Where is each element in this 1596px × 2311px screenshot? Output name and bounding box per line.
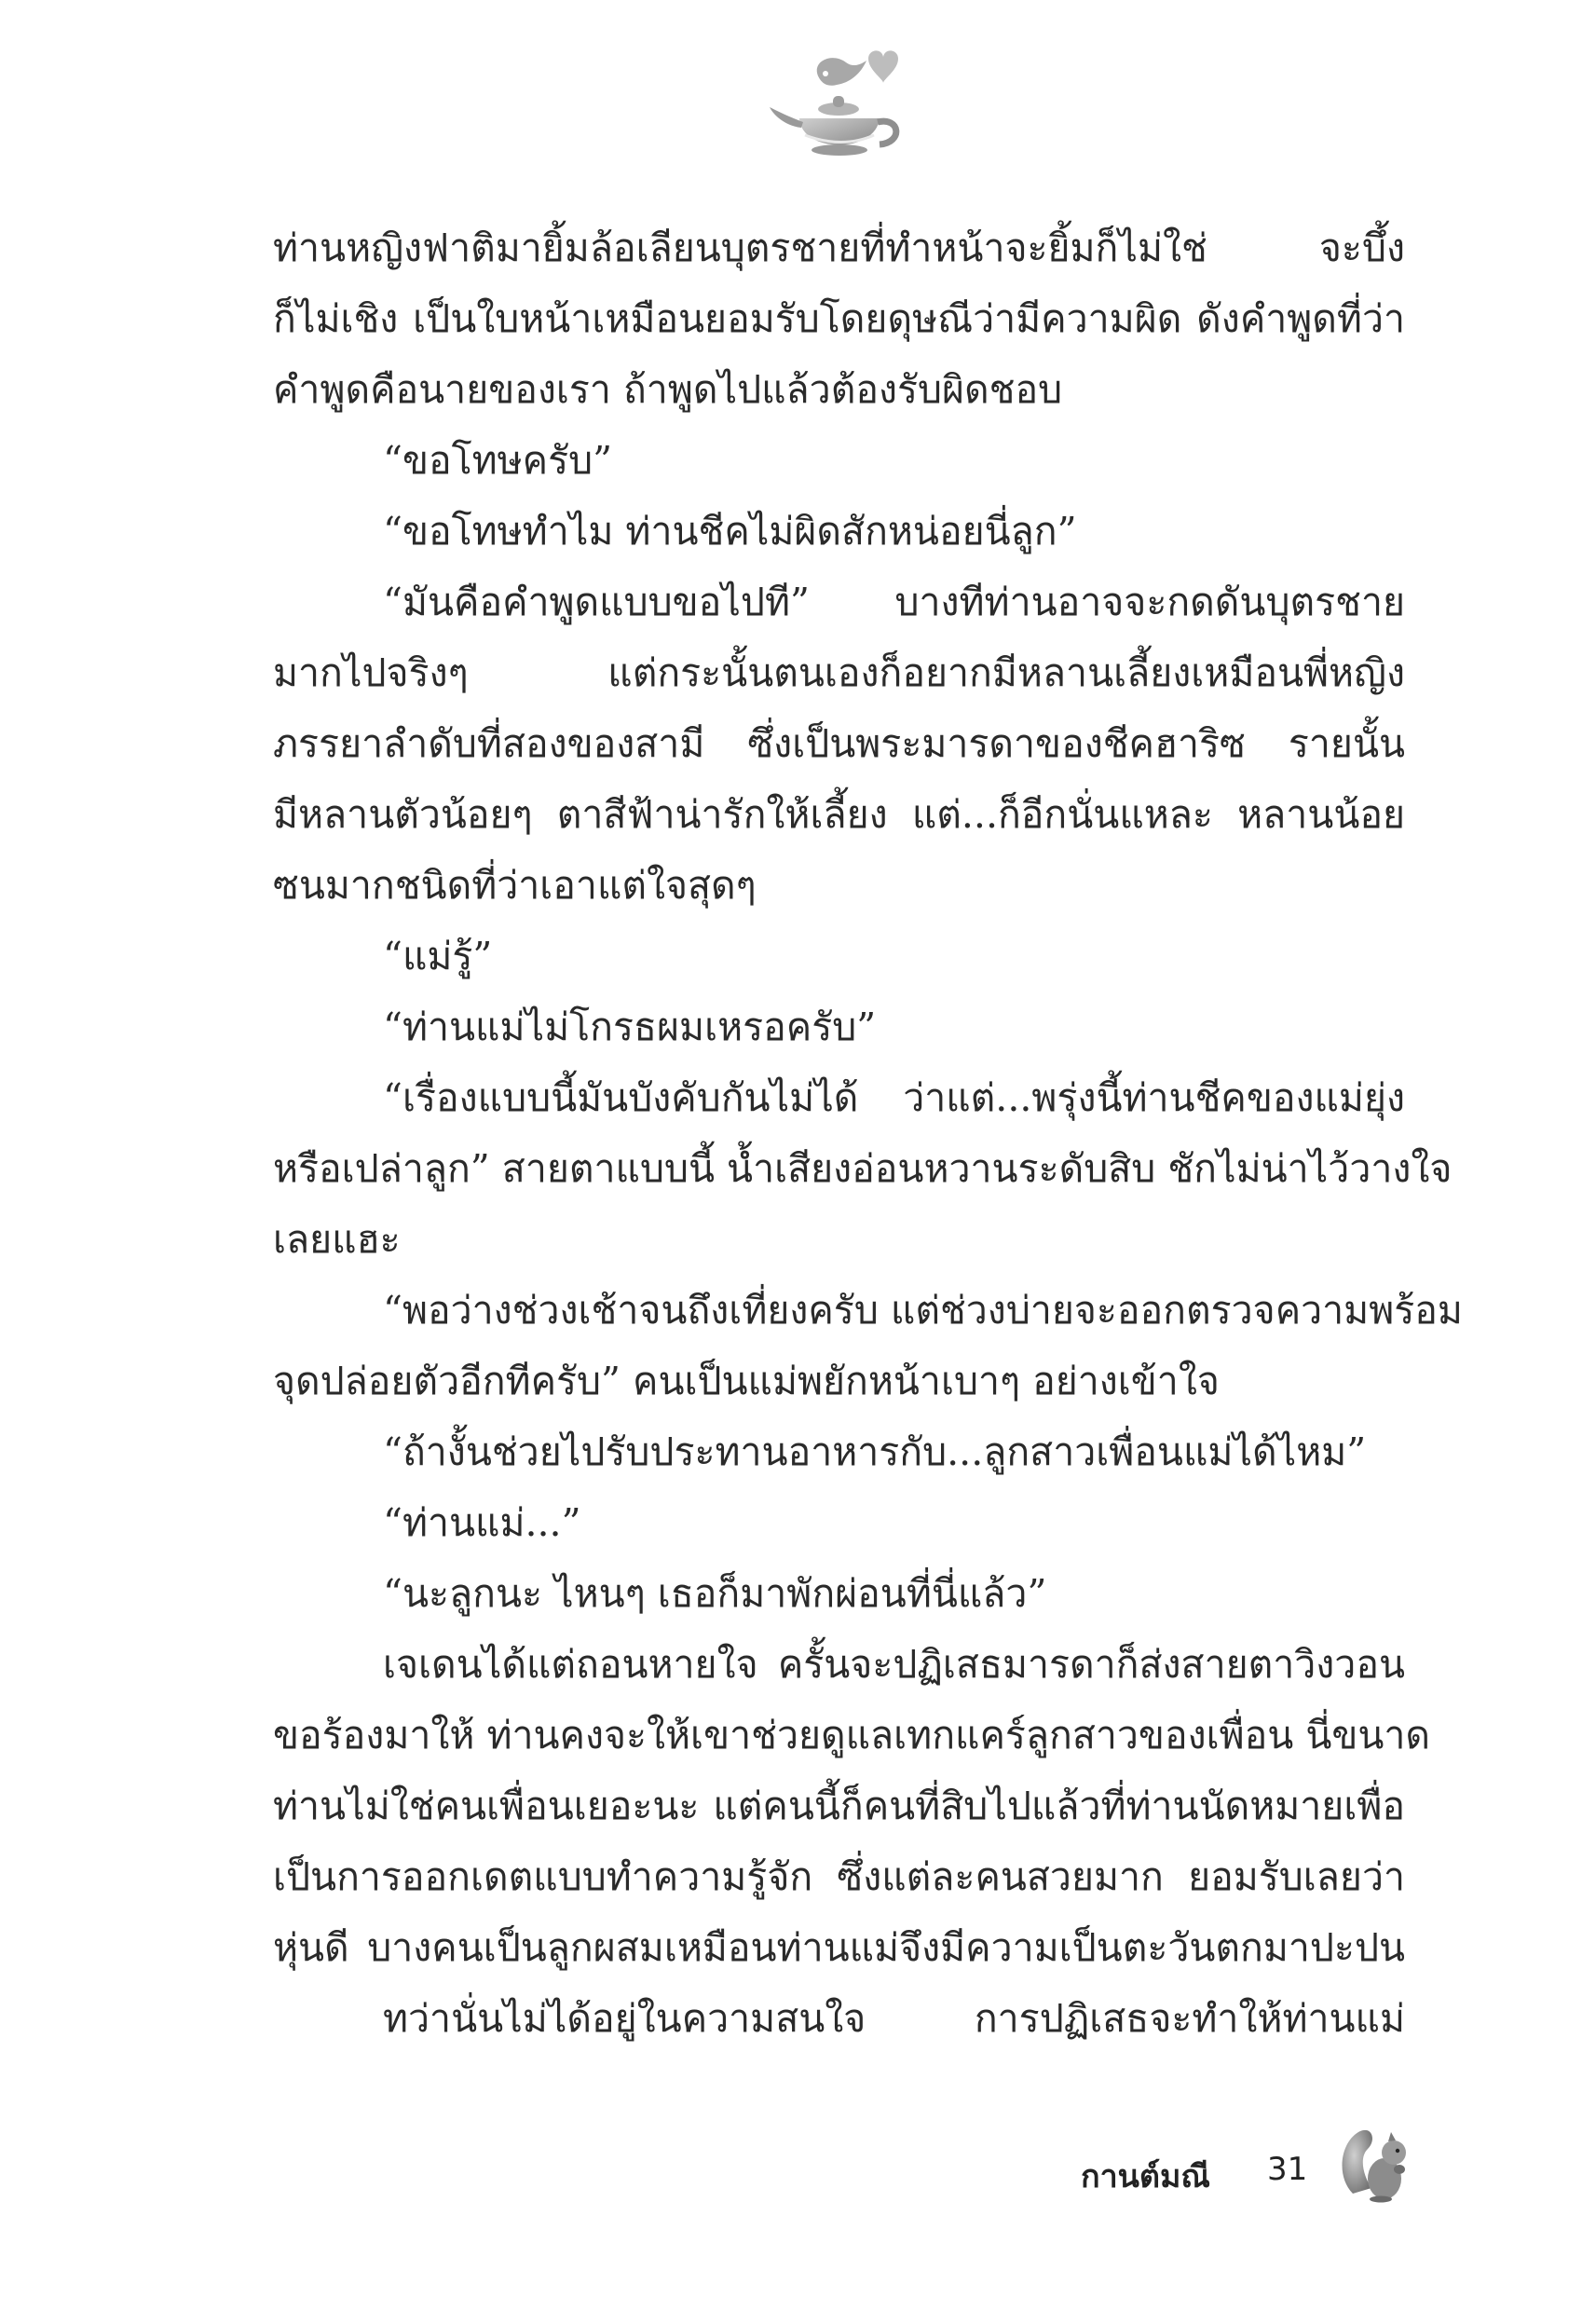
dialogue-line: “มันคือคำพูดแบบขอไปที” บางทีท่านอาจจะกดดันบุตรชาย xyxy=(383,580,1405,624)
text-line: ภรรยาลำดับที่สองของสามี ซึ่งเป็นพระมารดาของชีคฮาริซ รายนั้น xyxy=(273,721,1405,766)
text-line: มากไปจริงๆ แต่กระนั้นตนเองก็อยากมีหลานเลี้ยงเหมือนพี่หญิง xyxy=(273,650,1405,695)
text-line: ขอร้องมาให้ ท่านคงจะให้เขาช่วยดูแลเทกแคร์ลูกสาวของเพื่อน นี่ขนาด xyxy=(273,1713,1431,1757)
dialogue-line: “แม่รู้” xyxy=(383,934,493,978)
dialogue-line: “พอว่างช่วงเช้าจนถึงเที่ยงครับ แต่ช่วงบ่ายจะออกตรวจความพร้อม xyxy=(383,1288,1463,1333)
text-line: หุ่นดี บางคนเป็นลูกผสมเหมือนท่านแม่จึงมีความเป็นตะวันตกมาปะปน xyxy=(273,1925,1405,1970)
text-line: เป็นการออกเดตแบบทำความรู้จัก ซึ่งแต่ละคนสวยมาก ยอมรับเลยว่า xyxy=(273,1854,1405,1899)
page-footer xyxy=(1081,2125,1453,2208)
dialogue-line: “ขอโทษทำไม ท่านชีคไม่ผิดสักหน่อยนี่ลูก” xyxy=(383,509,1077,554)
teapot-ornament-icon xyxy=(764,42,913,182)
squirrel-icon xyxy=(1340,2125,1414,2203)
text-line: เลยแฮะ xyxy=(273,1217,401,1262)
dialogue-line: “ท่านแม่ไม่โกรธผมเหรอครับ” xyxy=(383,1005,877,1049)
body-text xyxy=(273,212,1463,2054)
dialogue-line: “นะลูกนะ ไหนๆ เธอก็มาพักผ่อนที่นี่แล้ว” xyxy=(383,1571,1047,1616)
text-line: ท่านหญิงฟาติมายิ้มล้อเลียนบุตรชายที่ทำหน้าจะยิ้มก็ไม่ใช่ จะบึ้ง xyxy=(273,226,1405,270)
footer-book-title: กานต์มณี xyxy=(1081,2158,1210,2195)
text-line: คำพูดคือนายของเรา ถ้าพูดไปแล้วต้องรับผิดชอบ xyxy=(273,367,1063,412)
page-number: 31 xyxy=(1267,2151,1308,2188)
text-line: ทว่านั่นไม่ได้อยู่ในความสนใจ การปฏิเสธจะทำให้ท่านแม่ xyxy=(383,1996,1405,2041)
text-line: ซนมากชนิดที่ว่าเอาแต่ใจสุดๆ xyxy=(273,863,757,908)
text-line: ท่านไม่ใช่คนเพื่อนเยอะนะ แต่คนนี้ก็คนที่สิบไปแล้วที่ท่านนัดหมายเพื่อ xyxy=(273,1784,1405,1828)
dialogue-line: “ถ้างั้นช่วยไปรับประทานอาหารกับ...ลูกสาวเพื่อนแม่ได้ไหม” xyxy=(383,1429,1367,1474)
dialogue-line: “ท่านแม่...” xyxy=(383,1500,581,1545)
text-line: มีหลานตัวน้อยๆ ตาสีฟ้าน่ารักให้เลี้ยง แต่...ก็อีกนั่นแหละ หลานน้อย xyxy=(273,792,1405,837)
text-line: จุดปล่อยตัวอีกทีครับ” คนเป็นแม่พยักหน้าเบาๆ อย่างเข้าใจ xyxy=(273,1359,1220,1403)
text-line: หรือเปล่าลูก” สายตาแบบนี้ น้ำเสียงอ่อนหวานระดับสิบ ชักไม่น่าไว้วางใจ xyxy=(273,1146,1453,1191)
text-line: เจเดนได้แต่ถอนหายใจ ครั้นจะปฏิเสธมารดาก็ส่งสายตาวิงวอน xyxy=(383,1642,1405,1687)
dialogue-line: “ขอโทษครับ” xyxy=(383,438,613,483)
dialogue-line: “เรื่องแบบนี้มันบังคับกันไม่ได้ ว่าแต่...พรุ่งนี้ท่านชีคของแม่ยุ่ง xyxy=(383,1075,1405,1120)
text-line: ก็ไม่เชิง เป็นใบหน้าเหมือนยอมรับโดยดุษณีว่ามีความผิด ดังคำพูดที่ว่า xyxy=(273,296,1405,341)
